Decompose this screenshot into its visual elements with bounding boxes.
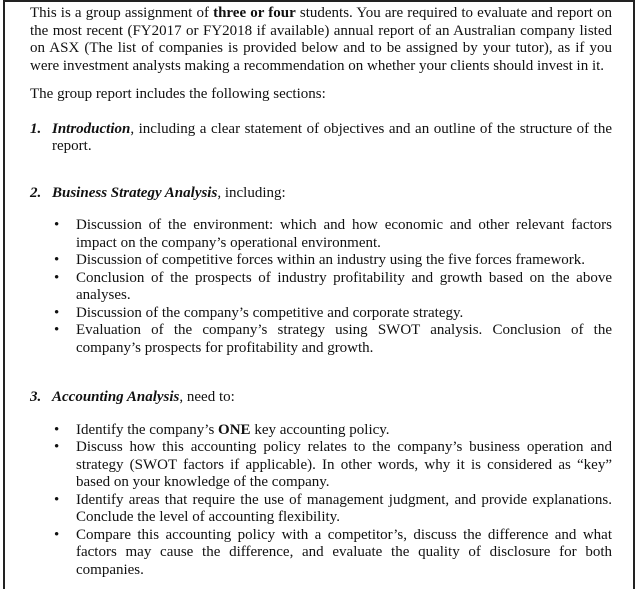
list-item-text: Discussion of the environment: which and how economic and other relevant factors impact on the company’s operational environment. <box>76 217 612 251</box>
list-item <box>52 305 612 323</box>
spacer <box>30 156 612 185</box>
list-item <box>52 422 612 440</box>
list-item-text: Identify areas that require the use of management judgment, and provide explanations. Conclude the level of accounting flexibility. <box>76 491 612 525</box>
list-item <box>52 217 612 252</box>
document-page <box>3 0 635 589</box>
list-item-text: Discussion of competitive forces within an industry using the five forces framework. <box>76 252 586 268</box>
list-item-text-post: key accounting policy. <box>250 421 390 438</box>
bullet-icon: • <box>54 304 60 321</box>
bullet-icon: • <box>54 269 60 286</box>
intro-emphasis: three or four <box>213 5 296 21</box>
section-title: Business Strategy Analysis <box>52 184 218 201</box>
intro-text-2: students. You are required to evaluate and report on the most recent (FY2017 or FY2018 if available) annual report of an Australian company listed on ASX (The list of companies is provided below and to be assigned by your tutor), as if you were investment analysts making a recommendation on whether your clients should invest in it. <box>30 5 612 74</box>
bullet-icon: • <box>54 322 60 338</box>
bullet-list <box>30 217 612 357</box>
list-item <box>52 322 612 357</box>
list-item <box>52 270 612 305</box>
section-text: , including: <box>217 184 286 201</box>
list-item-emphasis: ONE <box>218 421 251 438</box>
section-text: , including a clear statement of objectives and an outline of the structure of the report. <box>52 120 612 154</box>
bullet-icon: • <box>54 526 60 543</box>
sections-intro: The group report includes the following sections: <box>30 86 326 102</box>
section-heading <box>30 121 612 156</box>
section-heading <box>30 185 612 203</box>
list-item-text: Conclusion of the prospects of industry profitability and growth based on the above analyses. <box>76 269 612 303</box>
section-heading <box>30 389 612 407</box>
section-introduction <box>30 121 612 156</box>
list-item-text: Compare this accounting policy with a competitor’s, discuss the difference and what factors may cause the difference, and evaluate the quality of disclosure for both companies. <box>76 526 612 578</box>
list-item <box>52 492 612 527</box>
bullet-icon: • <box>54 491 60 508</box>
list-item-text: Evaluation of the company’s strategy using SWOT analysis. Conclusion of the company’s prospects for profitability and growth. <box>76 322 612 356</box>
bullet-icon: • <box>54 252 60 268</box>
list-item-text: Discussion of the company’s competitive and corporate strategy. <box>76 304 464 321</box>
list-item <box>52 527 612 580</box>
section-body <box>52 185 612 203</box>
spacer <box>30 357 612 389</box>
list-item-text <box>76 422 612 440</box>
list-item-text: Discuss how this accounting policy relates to the company’s business operation and strategy (SWOT factors if applicable). In other words, why it is considered as “key” based on your knowledge of the company. <box>76 439 612 490</box>
section-number: 2. <box>30 184 42 201</box>
section-body <box>52 389 612 407</box>
list-item <box>52 439 612 492</box>
list-item <box>52 252 612 270</box>
section-number: 3. <box>30 389 42 405</box>
section-title: Accounting Analysis <box>52 389 180 405</box>
section-accounting-analysis <box>30 389 612 579</box>
intro-text-1: This is a group assignment of <box>30 5 214 21</box>
bullet-list <box>30 422 612 580</box>
bullet-icon: • <box>54 421 60 438</box>
intro-paragraph <box>30 5 612 75</box>
section-business-strategy <box>30 185 612 358</box>
section-number: 1. <box>30 120 42 137</box>
section-title: Introduction <box>52 120 131 137</box>
section-body <box>52 121 612 156</box>
bullet-icon: • <box>54 217 60 233</box>
document-content <box>30 5 612 579</box>
bullet-icon: • <box>54 439 60 455</box>
list-item-text-pre: Identify the company’s <box>76 421 219 438</box>
section-text: , need to: <box>179 389 235 405</box>
